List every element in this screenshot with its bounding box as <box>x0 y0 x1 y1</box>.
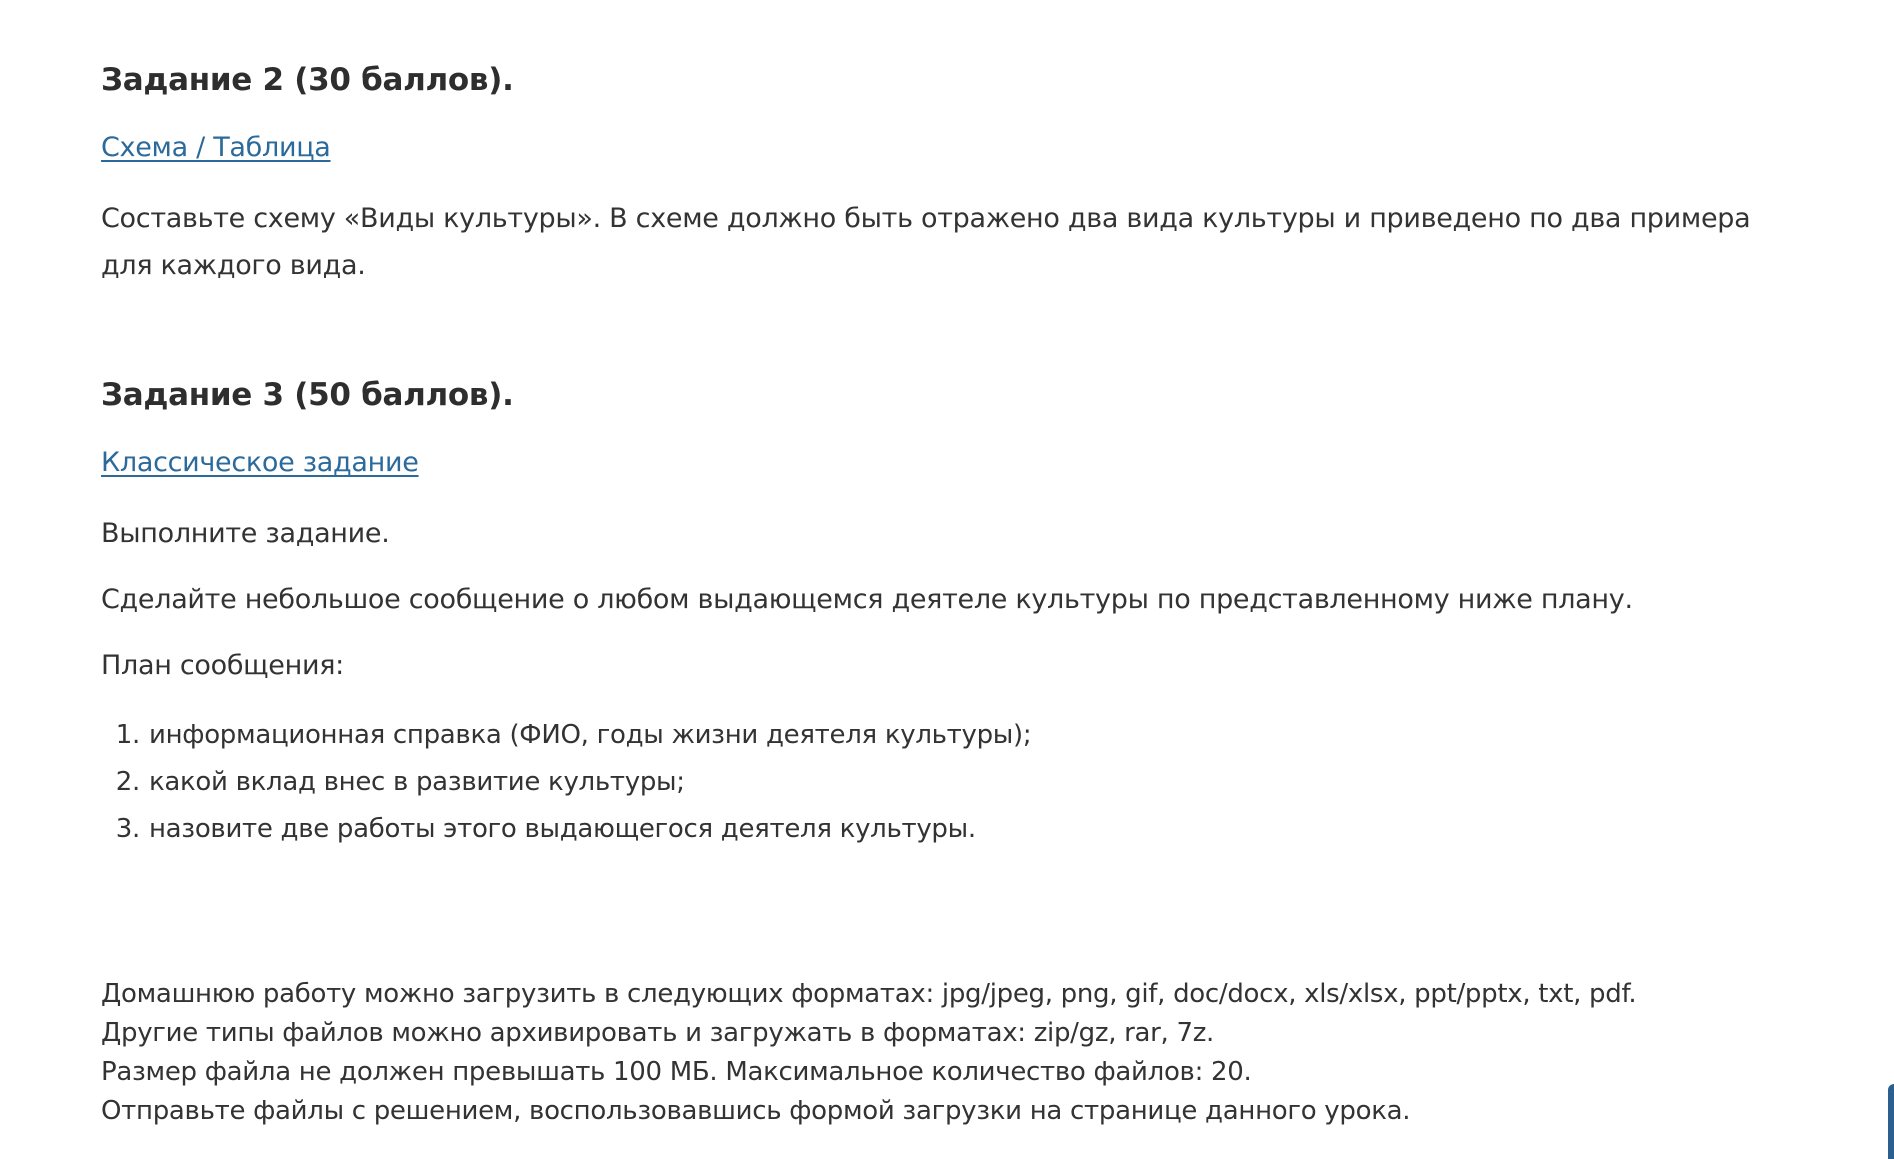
task-3-instruction: Выполните задание. <box>101 518 390 549</box>
task-3-title: Задание 3 (50 баллов). <box>101 377 514 413</box>
upload-info <box>101 975 1636 1131</box>
plan-heading: План сообщения: <box>101 650 344 681</box>
upload-archives-text: Другие типы файлов можно архивировать и загружать в форматах: zip/gz, rar, 7z. <box>101 1018 1215 1048</box>
plan-item-number: 2. <box>115 767 140 797</box>
task-2-description: Составьте схему «Виды культуры». В схеме должно быть отражено два вида культуры и приведено по два примера для каждого вида. <box>101 203 1751 281</box>
task-3-link[interactable]: Классическое задание <box>101 447 419 478</box>
plan-item-text: назовите две работы этого выдающегося деятеля культуры. <box>148 814 976 844</box>
upload-limits-text: Размер файла не должен превышать 100 МБ. Максимальное количество файлов: 20. <box>101 1057 1252 1087</box>
plan-item-number: 1. <box>115 720 140 750</box>
plan-item <box>101 759 1031 806</box>
side-widget-tab[interactable] <box>1888 1084 1894 1159</box>
upload-formats-text: Домашнюю работу можно загрузить в следующих форматах: jpg/jpeg, png, gif, doc/docx, xls/xlsx, ppt/pptx, txt, pdf. <box>101 979 1637 1009</box>
plan-item-text: информационная справка (ФИО, годы жизни деятеля культуры); <box>148 720 1032 750</box>
task-2-title: Задание 2 (30 баллов). <box>101 62 514 98</box>
task-3-description: Сделайте небольшое сообщение о любом выдающемся деятеле культуры по представленному ниже плану. <box>101 584 1633 615</box>
plan-item <box>101 806 1031 853</box>
plan-item-number: 3. <box>115 814 140 844</box>
upload-instructions-text: Отправьте файлы с решением, воспользовавшись формой загрузки на странице данного урока. <box>101 1096 1411 1126</box>
task-2-link[interactable]: Схема / Таблица <box>101 132 331 163</box>
plan-item <box>101 712 1031 759</box>
plan-list <box>101 712 1031 853</box>
plan-item-text: какой вклад внес в развитие культуры; <box>148 767 685 797</box>
